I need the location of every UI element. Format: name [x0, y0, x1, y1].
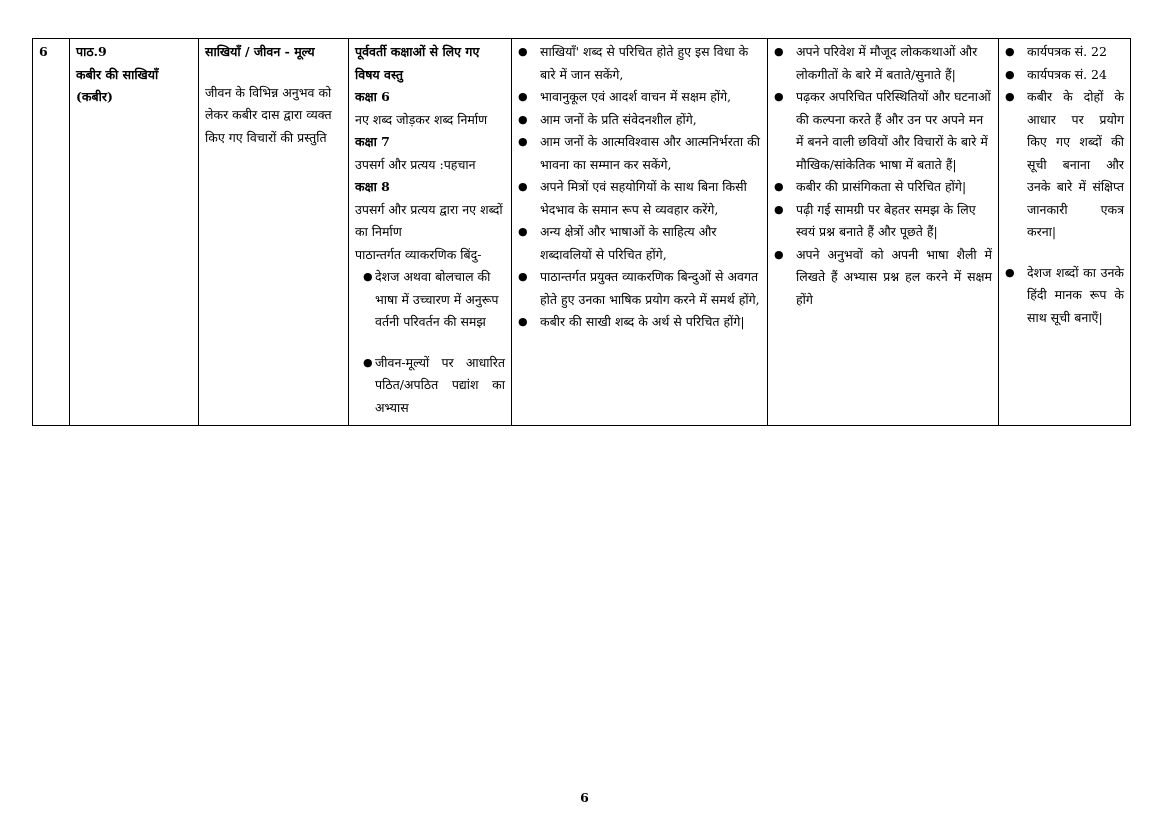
list-item: ● कबीर की प्रासंगिकता से परिचित होंगे|: [774, 176, 992, 199]
class-7-text: उपसर्ग और प्रत्यय :पहचान: [355, 156, 476, 172]
grammar-intro: पाठान्तर्गत व्याकरणिक बिंदु-: [355, 246, 482, 262]
worksheets-list: [1005, 41, 1124, 329]
list-item: ● पाठान्तर्गत प्रयुक्त व्याकरणिक बिन्दुओं से अवगत होते हुए उनका भाषिक प्रयोग करने में समर्थ होंगे,: [518, 266, 761, 311]
class-8-label: कक्षा 8: [355, 179, 390, 194]
lesson-author: (कबीर): [76, 89, 113, 104]
list-item: ● अन्य क्षेत्रों और भाषाओं के साहित्य और शब्दावलियों से परिचित होंगे,: [518, 221, 761, 266]
list-item: ● कबीर के दोहों के आधार पर प्रयोग किए गए शब्दों की सूची बनाना और उनके बारे में संक्षिप्त जानकारी एकत्र करना|: [1005, 86, 1124, 244]
list-item: ● देशज अथवा बोलचाल की भाषा में उच्चारण में अनुरूप वर्तनी परिवर्तन की समझ: [363, 266, 505, 334]
curriculum-table: [32, 38, 1131, 426]
grammar-points: [363, 266, 505, 419]
prior-content-cell: [349, 39, 512, 426]
lesson-cell: [70, 39, 199, 426]
page-number: 6: [580, 790, 589, 805]
theme-heading: साखियाँ / जीवन - मूल्य: [205, 44, 315, 59]
class-6-text: नए शब्द जोड़कर शब्द निर्माण: [355, 111, 488, 127]
list-item: ● भावानुकूल एवं आदर्श वाचन में सक्षम होंगे,: [518, 86, 761, 109]
list-item: ● अपने अनुभवों को अपनी भाषा शैली में लिखते हैं अभ्यास प्रश्न हल करने में सक्षम होंगे: [774, 244, 992, 312]
list-item: ● देशज शब्दों का उनके हिंदी मानक रूप के साथ सूची बनाएँ|: [1005, 262, 1124, 330]
list-item: ● आम जनों के प्रति संवेदनशील होंगे,: [518, 109, 761, 132]
list-item: ● जीवन-मूल्यों पर आधारित पठित/अपठित पद्यांश का अभ्यास: [363, 352, 505, 420]
class-6-label: कक्षा 6: [355, 89, 390, 104]
activities-cell: [768, 39, 999, 426]
lesson-number: पाठ.9: [76, 44, 107, 59]
list-item: ● अपने मित्रों एवं सहयोगियों के साथ बिना किसी भेदभाव के समान रूप से व्यवहार करेंगे,: [518, 176, 761, 221]
prior-heading: पूर्ववर्ती कक्षाओं से लिए गए विषय वस्तु: [355, 44, 480, 82]
class-8-text: उपसर्ग और प्रत्यय द्वारा नए शब्दों का निर्माण: [355, 201, 503, 239]
list-item: ● कार्यपत्रक सं. 24: [1005, 64, 1124, 87]
list-item: ● अपने परिवेश में मौजूद लोककथाओं और लोकगीतों के बारे में बताते/सुनाते हैं|: [774, 41, 992, 86]
table-row: [33, 39, 1131, 426]
theme-text: जीवन के विभिन्न अनुभव को लेकर कबीर दास द्वारा व्यक्त किए गए विचारों की प्रस्तुति: [205, 84, 332, 145]
activities-list: [774, 41, 992, 311]
list-item: ● कार्यपत्रक सं. 22: [1005, 41, 1124, 64]
list-item: ● पढ़ी गई सामग्री पर बेहतर समझ के लिए स्वयं प्रश्न बनाते हैं और पूछते हैं|: [774, 199, 992, 244]
list-item: ● कबीर की साखी शब्द के अर्थ से परिचित होंगे|: [518, 311, 761, 334]
theme-cell: [199, 39, 349, 426]
outcomes-list: [518, 41, 761, 334]
list-item: ● पढ़कर अपरिचित परिस्थितियों और घटनाओं की कल्पना करते हैं और उन पर अपने मन में बनने वाली छवियों और विचारों के बारे में मौखिक/सांकेतिक भाषा में बताते हैं|: [774, 86, 992, 176]
row-number: 6: [33, 39, 70, 426]
lesson-title: कबीर की साखियाँ: [76, 66, 159, 82]
outcomes-cell: [512, 39, 768, 426]
class-7-label: कक्षा 7: [355, 134, 390, 149]
list-item: ● साखियाँ' शब्द से परिचित होते हुए इस विधा के बारे में जान सकेंगे,: [518, 41, 761, 86]
worksheets-cell: [999, 39, 1131, 426]
list-item: ● आम जनों के आत्मविश्वास और आत्मनिर्भरता की भावना का सम्मान कर सकेंगे,: [518, 131, 761, 176]
